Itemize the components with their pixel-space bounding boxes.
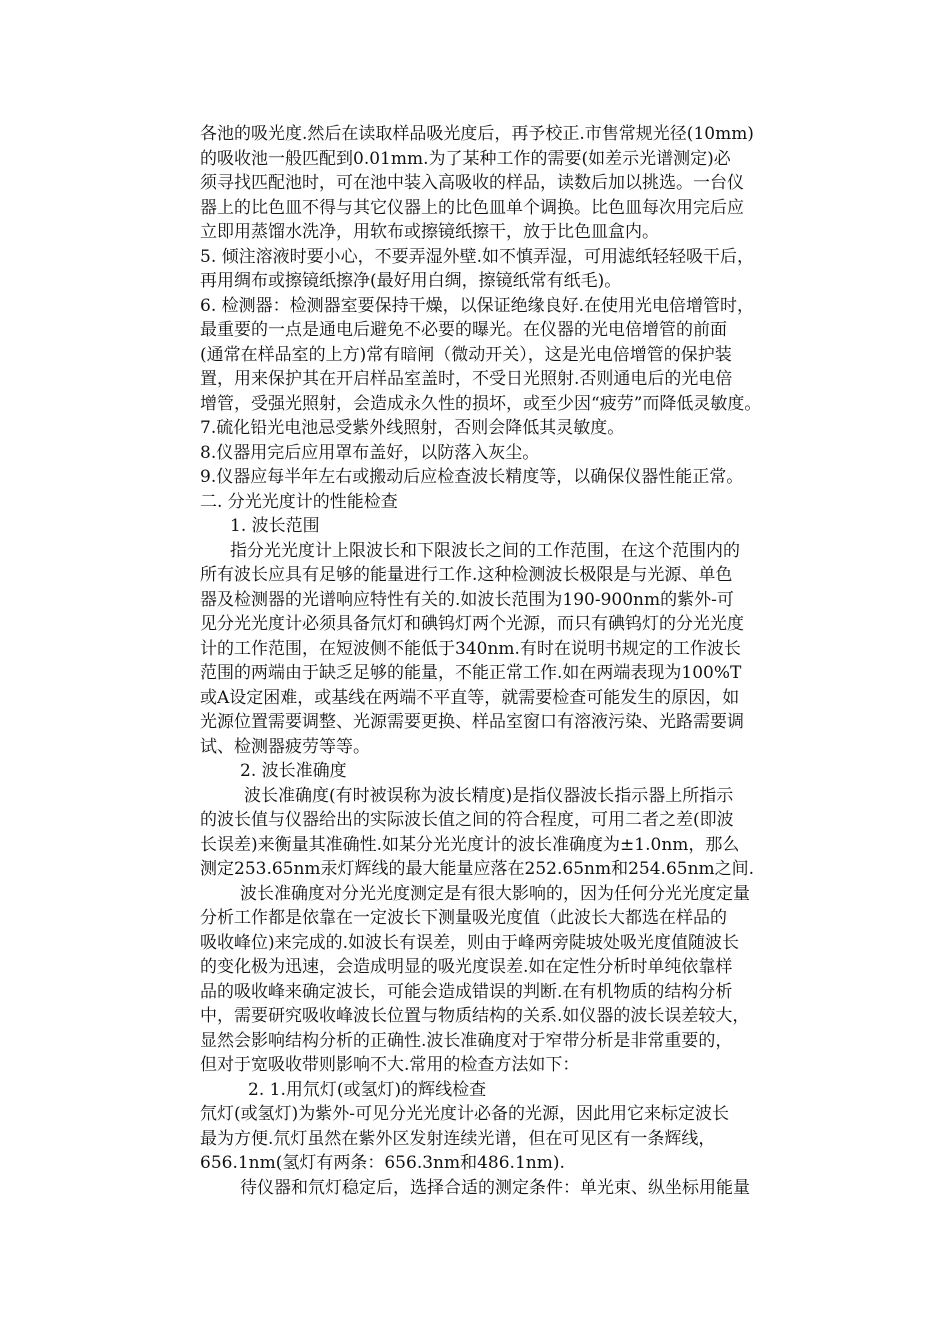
- text-line: 但对于宽吸收带则影响不大.常用的检查方法如下：: [200, 1055, 580, 1075]
- text-line: 分析工作都是依靠在一定波长下测量吸光度值（此波长大都选在样品的: [200, 908, 727, 928]
- text-line: 所有波长应具有足够的能量进行工作.这种检测波长极限是与光源、单色: [200, 565, 733, 585]
- text-line: 计的工作范围，在短波侧不能低于340nm.有时在说明书规定的工作波长: [200, 638, 741, 659]
- text-line: 最为方便.氘灯虽然在紫外区发射连续光谱，但在可见区有一条辉线，: [200, 1128, 716, 1149]
- text-line: 增管，受强光照射，会造成永久性的损坏，或至少因“疲劳”而降低灵敏度。: [200, 393, 762, 414]
- text-line: 指分光光度计上限波长和下限波长之间的工作范围，在这个范围内的: [230, 540, 740, 561]
- text-line: 波长准确度(有时被误称为波长精度)是指仪器波长指示器上所指示: [244, 785, 734, 806]
- text-line: 长误差)来衡量其准确性.如某分光光度计的波长准确度为±1.0nm，那么: [200, 834, 740, 855]
- text-line: 器及检测器的光谱响应特性有关的.如波长范围为190-900nm的紫外-可: [200, 589, 734, 610]
- text-line: 显然会影响结构分析的正确性.波长准确度对于窄带分析是非常重要的，: [200, 1030, 733, 1051]
- text-line: 的变化极为迅速，会造成明显的吸光度误差.如在定性分析时单纯依靠样: [200, 957, 733, 977]
- text-line: (通常在样品室的上方)常有暗闸（微动开关），这是光电倍增管的保护装: [200, 344, 732, 365]
- text-line: 测定253.65nm汞灯辉线的最大能量应落在252.65nm和254.65nm之间.: [200, 859, 755, 879]
- text-line: 中，需要研究吸收峰波长位置与物质结构的关系.如仪器的波长误差较大，: [200, 1006, 750, 1026]
- text-line: 二. 分光光度计的性能检查: [200, 491, 398, 512]
- text-line: 1. 波长范围: [230, 516, 320, 536]
- text-line: 再用绸布或擦镜纸擦净(最好用白绸，擦镜纸常有纸毛)。: [200, 271, 622, 291]
- text-line: 器上的比色皿不得与其它仪器上的比色皿单个调换。比色皿每次用完后应: [200, 197, 744, 218]
- text-line: 品的吸收峰来确定波长，可能会造成错误的判断.在有机物质的结构分析: [200, 981, 733, 1002]
- text-line: 立即用蒸馏水洗净，用软布或擦镜纸擦干，放于比色皿盒内。: [200, 222, 659, 242]
- text-line: 的波长值与仪器给出的实际波长值之间的符合程度，可用二者之差(即波: [200, 810, 734, 830]
- text-line: 范围的两端由于缺乏足够的能量，不能正常工作.如在两端表现为100%T: [200, 663, 742, 683]
- text-line: 氘灯(或氢灯)为紫外-可见分光光度计必备的光源，因此用它来标定波长: [200, 1104, 730, 1124]
- text-line: 8.仪器用完后应用罩布盖好，以防落入灰尘。: [200, 442, 540, 463]
- text-line: 或A设定困难，或基线在两端不平直等，就需要检查可能发生的原因，如: [200, 687, 740, 708]
- text-line: 见分光光度计必须具备氘灯和碘钨灯两个光源，而只有碘钨灯的分光光度: [200, 614, 744, 634]
- text-line: 2. 1.用氘灯(或氢灯)的辉线检查: [248, 1079, 487, 1100]
- text-line: 置，用来保护其在开启样品室盖时，不受日光照射.否则通电后的光电倍: [200, 369, 733, 389]
- text-line: 吸收峰位)来完成的.如波长有误差，则由于峰两旁陡坡处吸光度值随波长: [200, 932, 740, 953]
- text-line: 各池的吸光度.然后在读取样品吸光度后，再予校正.市售常规光径(10mm): [200, 124, 754, 144]
- text-line: 656.1nm(氢灯有两条：656.3nm和486.1nm).: [200, 1153, 565, 1173]
- text-line: 须寻找匹配池时，可在池中装入高吸收的样品，读数后加以挑选。一台仪: [200, 173, 744, 193]
- text-line: 6. 检测器：检测器室要保持干燥，以保证绝缘良好.在使用光电倍增管时，: [200, 295, 755, 316]
- text-line: 5. 倾注溶液时要小心，不要弄湿外壁.如不慎弄湿，可用滤纸轻轻吸干后，: [200, 246, 755, 267]
- document-body: [200, 122, 810, 1200]
- text-line: 光源位置需要调整、光源需要更换、样品室窗口有溶液污染、光路需要调: [200, 712, 744, 732]
- text-line: 2. 波长准确度: [240, 761, 347, 781]
- text-line: 的吸收池一般匹配到0.01mm.为了某种工作的需要(如差示光谱测定)必: [200, 148, 731, 169]
- text-line: 试、检测器疲劳等等。: [200, 736, 370, 757]
- text-line: 7.硫化铅光电池忌受紫外线照射，否则会降低其灵敏度。: [200, 418, 625, 438]
- text-line: 待仪器和氘灯稳定后，选择合适的测定条件：单光束、纵坐标用能量: [240, 1177, 750, 1198]
- text-line: 最重要的一点是通电后避免不必要的曝光。在仪器的光电倍增管的前面: [200, 320, 727, 340]
- text-line: 波长准确度对分光光度测定是有很大影响的，因为任何分光光度定量: [240, 883, 750, 904]
- text-line: 9.仪器应每半年左右或搬动后应检查波长精度等，以确保仪器性能正常。: [200, 467, 744, 487]
